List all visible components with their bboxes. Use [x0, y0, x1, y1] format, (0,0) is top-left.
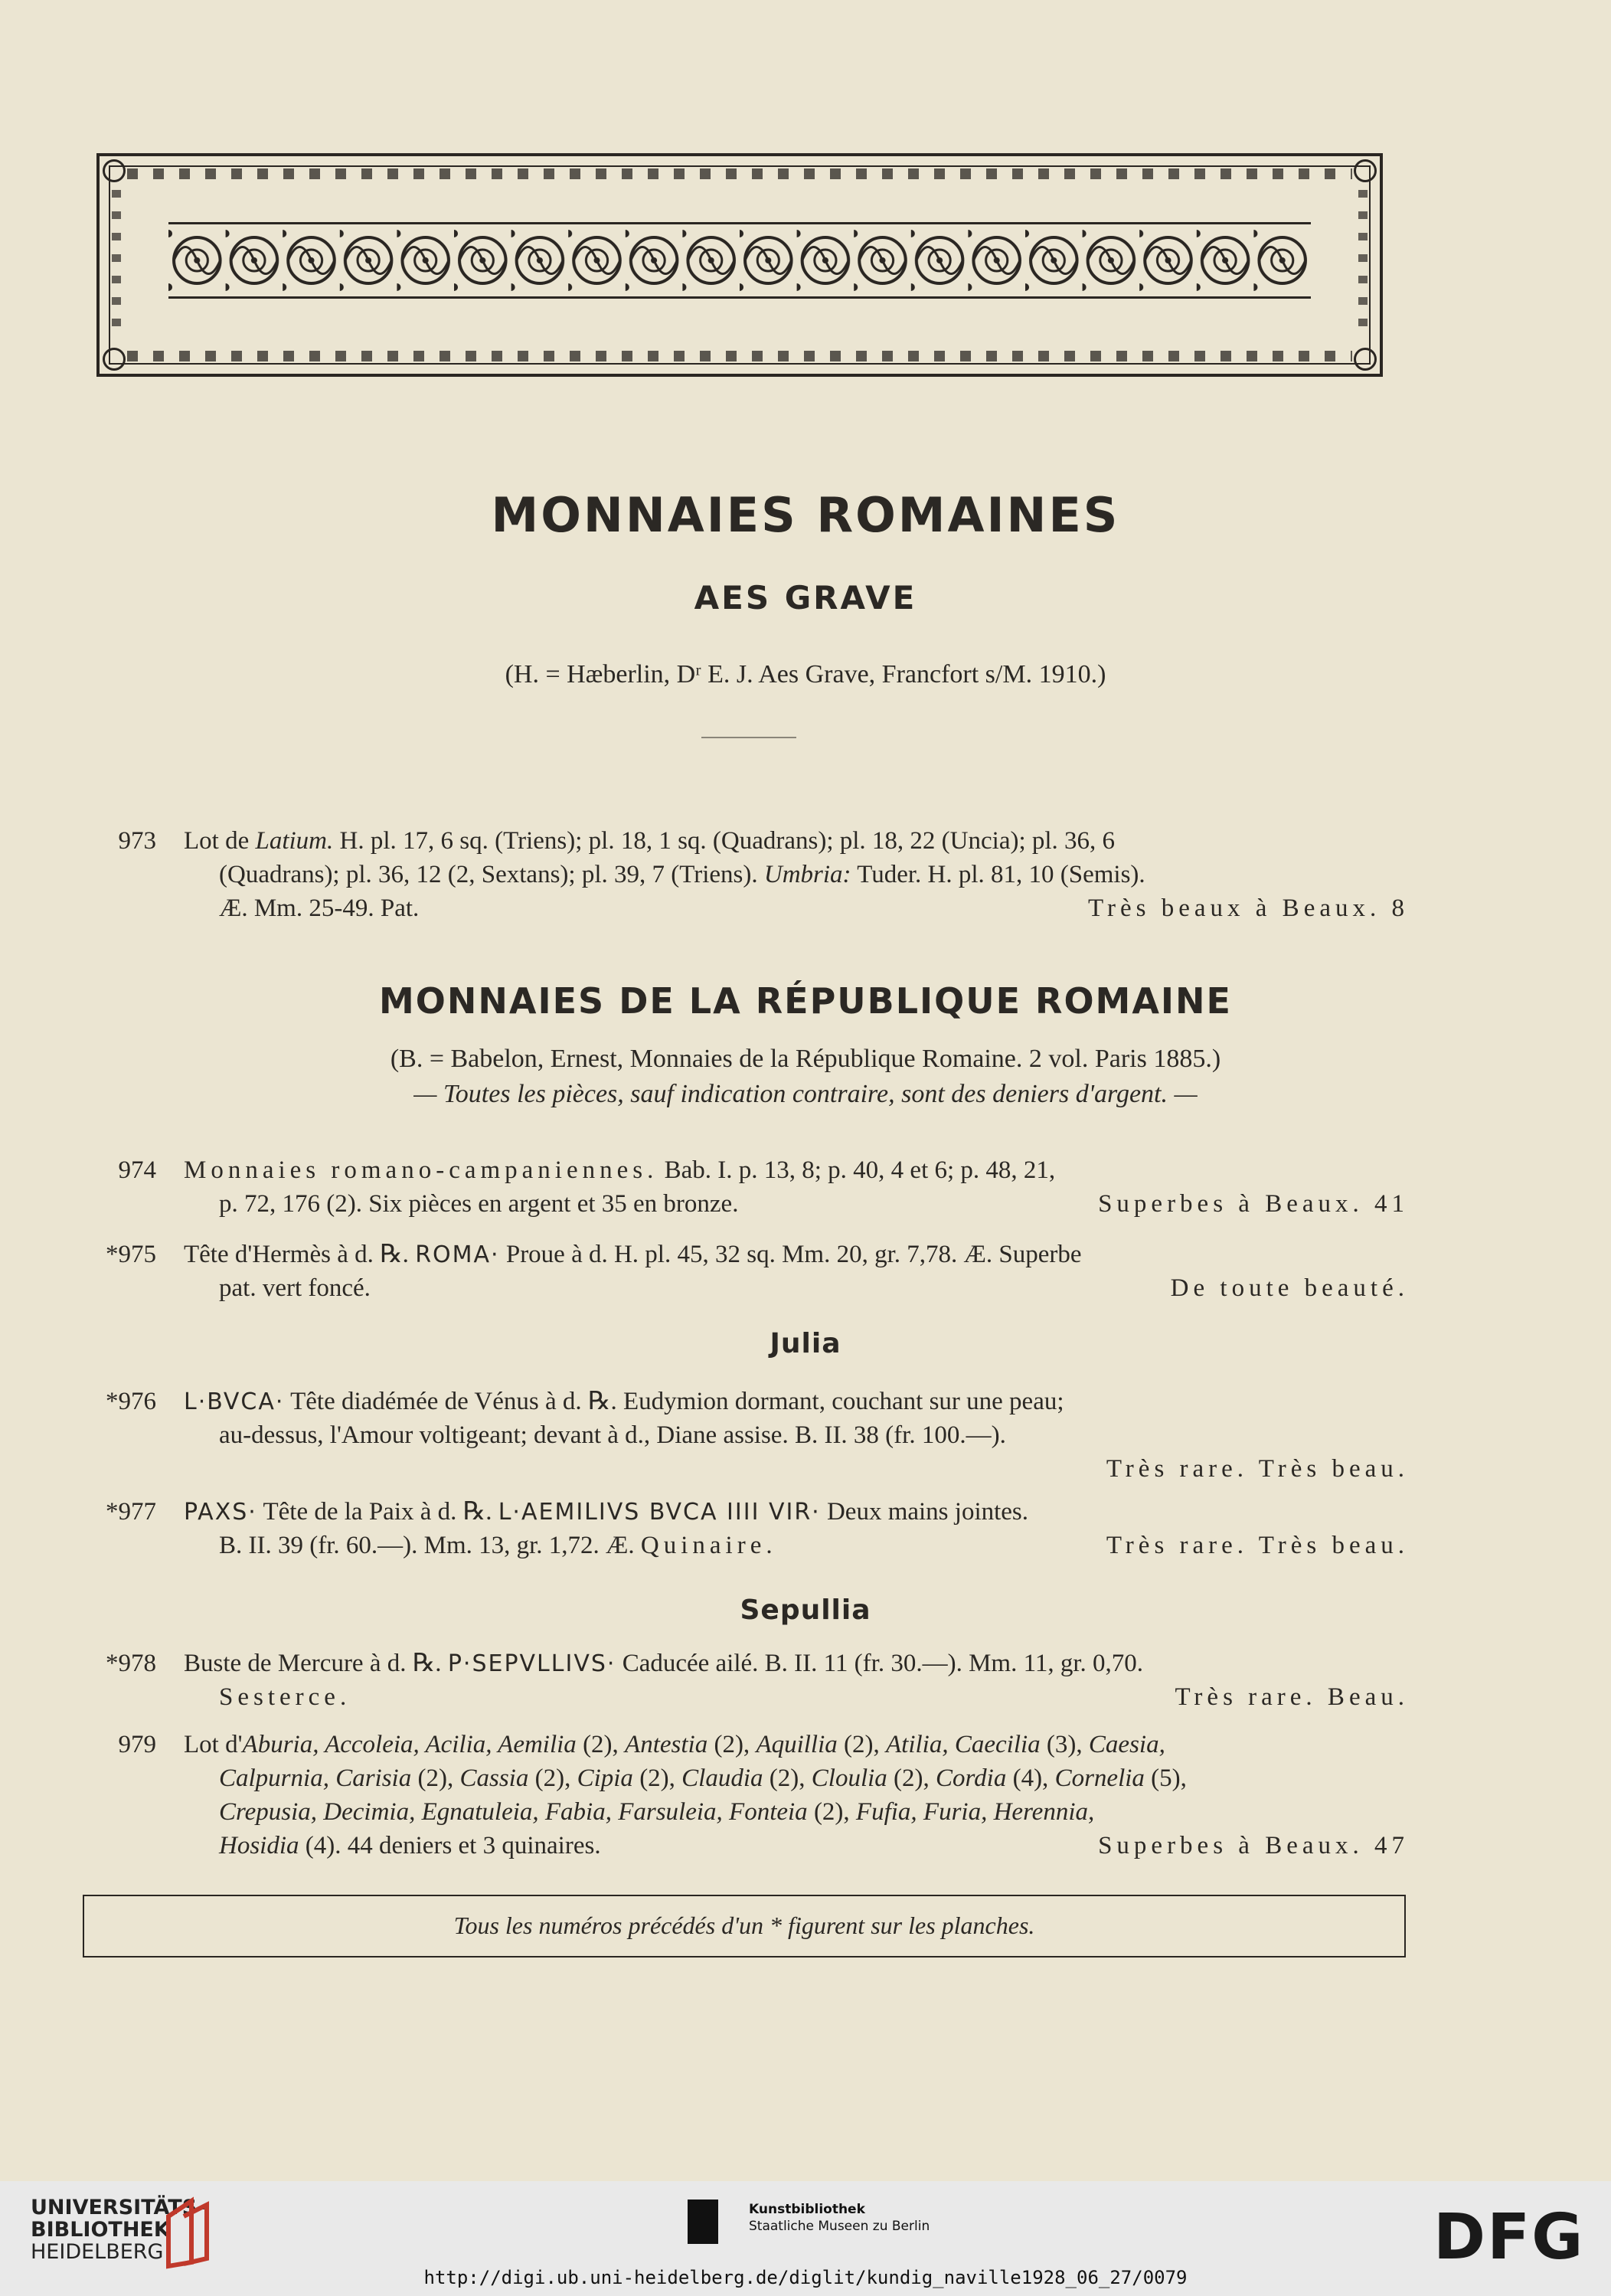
lot-line: Crepusia, Decimia, Egnatuleia, Fabia, Farsuleia, Fonteia (2), Fufia, Furia, Herennia,	[219, 1798, 1095, 1826]
coin-legend: ROMA·	[415, 1241, 500, 1268]
lot-line: Lot de Latium. H. pl. 17, 6 sq. (Triens); pl. 18, 1 sq. (Quadrans); pl. 18, 22 (Uncia); pl. 36, 6	[184, 827, 1116, 855]
lot-line: Buste de Mercure à d. ℞. P·SEPVLLIVS· Caducée ailé. B. II. 11 (fr. 30.—). Mm. 11, gr. 0,70.	[184, 1650, 1144, 1677]
page-title: MONNAIES ROMAINES	[491, 487, 1120, 543]
plates-note: Tous les numéros précédés d'un * figurent sur les planches.	[453, 1912, 1035, 1939]
lot-number: *978	[106, 1650, 156, 1677]
scrollwork-ornament	[168, 222, 1311, 299]
grade: Très beaux à Beaux. 8	[1088, 895, 1409, 922]
section-title-republique: MONNAIES DE LA RÉPUBLIQUE ROMAINE	[379, 980, 1232, 1022]
university-library-logo-icon[interactable]	[161, 2193, 214, 2270]
divider	[701, 737, 796, 738]
coin-legend: L·BVCA·	[184, 1388, 285, 1415]
corner-rosette-icon	[103, 348, 126, 371]
section-title-sepullia: Sepullia	[740, 1594, 871, 1626]
lot-line: (Quadrans); pl. 36, 12 (2, Sextans); pl. 39, 7 (Triens). Umbria: Tuder. H. pl. 81, 10 (Semis).	[219, 861, 1145, 888]
corner-rosette-icon	[103, 159, 126, 182]
lot-line: au-dessus, l'Amour voltigeant; devant à d., Diane assise. B. II. 38 (fr. 100.—).	[219, 1421, 1006, 1449]
lot-line	[184, 1452, 1409, 1486]
plates-note-box	[83, 1895, 1406, 1957]
lot-line: Tête d'Hermès à d. ℞. ROMA· Proue à d. H. pl. 45, 32 sq. Mm. 20, gr. 7,78. Æ. Superbe	[184, 1241, 1082, 1268]
coin-legend: P·SEPVLLIVS·	[447, 1650, 616, 1677]
dfg-logo[interactable]: DFG	[1433, 2201, 1585, 2274]
permalink-url[interactable]: http://digi.ub.uni-heidelberg.de/diglit/kundig_naville1928_06_27/0079	[423, 2267, 1188, 2288]
grade: Très rare. Beau.	[1175, 1683, 1409, 1711]
university-library-logo-text[interactable]: UNIVERSITÄTS- BIBLIOTHEK HEIDELBERG	[31, 2196, 206, 2264]
kunstbibliothek-logo-icon[interactable]	[688, 2200, 718, 2244]
corner-rosette-icon	[1354, 159, 1377, 182]
section-title-julia: Julia	[770, 1328, 841, 1359]
lot-line: L·BVCA· Tête diadémée de Vénus à d. ℞. Eudymion dormant, couchant sur une peau;	[184, 1388, 1064, 1415]
kunstbibliothek-logo-text[interactable]: Kunstbibliothek Staatliche Museen zu Berlin	[749, 2202, 930, 2234]
top-ornament-band	[127, 168, 1352, 179]
grade: Superbes à Beaux. 41	[1098, 1190, 1409, 1218]
lot-line: p. 72, 176 (2). Six pièces en argent et 35 en bronze. Superbes à Beaux. 41	[184, 1187, 1409, 1221]
coin-legend: PAXS·	[184, 1499, 257, 1526]
lot-number: *976	[106, 1388, 156, 1415]
corner-rosette-icon	[1354, 348, 1377, 371]
lot-line: Calpurnia, Carisia (2), Cassia (2), Cipia (2), Claudia (2), Cloulia (2), Cordia (4), Cornelia (5),	[219, 1765, 1187, 1792]
lot-line: Sesterce. Très rare. Beau.	[184, 1680, 1409, 1714]
lot-number: 974	[118, 1156, 156, 1184]
coin-legend: L·AEMILIVS BVCA IIII VIR·	[498, 1499, 821, 1526]
scrollwork-icon	[168, 224, 1311, 296]
aes-grave-reference: (H. = Hæberlin, Dʳ E. J. Aes Grave, Francfort s/M. 1910.)	[505, 660, 1106, 688]
republique-reference: (B. = Babelon, Ernest, Monnaies de la République Romaine. 2 vol. Paris 1885.)	[390, 1045, 1221, 1073]
grade: Très rare. Très beau.	[1106, 1532, 1409, 1559]
left-ornament-band	[112, 190, 121, 340]
grade: De toute beauté.	[1170, 1274, 1409, 1302]
lot-number: 979	[118, 1731, 156, 1758]
lot-number: *977	[106, 1498, 156, 1526]
lot-line: Hosidia (4). 44 deniers et 3 quinaires. Superbes à Beaux. 47	[184, 1829, 1409, 1863]
lot-line: B. II. 39 (fr. 60.—). Mm. 13, gr. 1,72. Æ. Quinaire. Très rare. Très beau.	[184, 1529, 1409, 1562]
republique-note: — Toutes les pièces, sauf indication contraire, sont des deniers d'argent. —	[413, 1080, 1198, 1108]
lot-line: Monnaies romano-campaniennes. Bab. I. p. 13, 8; p. 40, 4 et 6; p. 48, 21,	[184, 1156, 1056, 1184]
lot-number: *975	[106, 1241, 156, 1268]
lot-number: 973	[118, 827, 156, 855]
lot-line: Lot d'Aburia, Accoleia, Acilia, Aemilia (2), Antestia (2), Aquillia (2), Atilia, Caecilia (3), Caesia,	[184, 1731, 1165, 1758]
grade: Très rare. Très beau.	[1106, 1455, 1409, 1483]
section-title-aes-grave: AES GRAVE	[694, 579, 917, 617]
ornamental-header-frame	[96, 153, 1383, 377]
bottom-ornament-band	[127, 351, 1352, 361]
right-ornament-band	[1358, 190, 1368, 340]
lot-line: PAXS· Tête de la Paix à d. ℞. L·AEMILIVS BVCA IIII VIR· Deux mains jointes.	[184, 1498, 1029, 1526]
lot-line: Æ. Mm. 25-49. Pat. Très beaux à Beaux. 8	[184, 891, 1409, 925]
grade: Superbes à Beaux. 47	[1098, 1832, 1409, 1859]
lot-line: pat. vert foncé. De toute beauté.	[184, 1271, 1409, 1305]
